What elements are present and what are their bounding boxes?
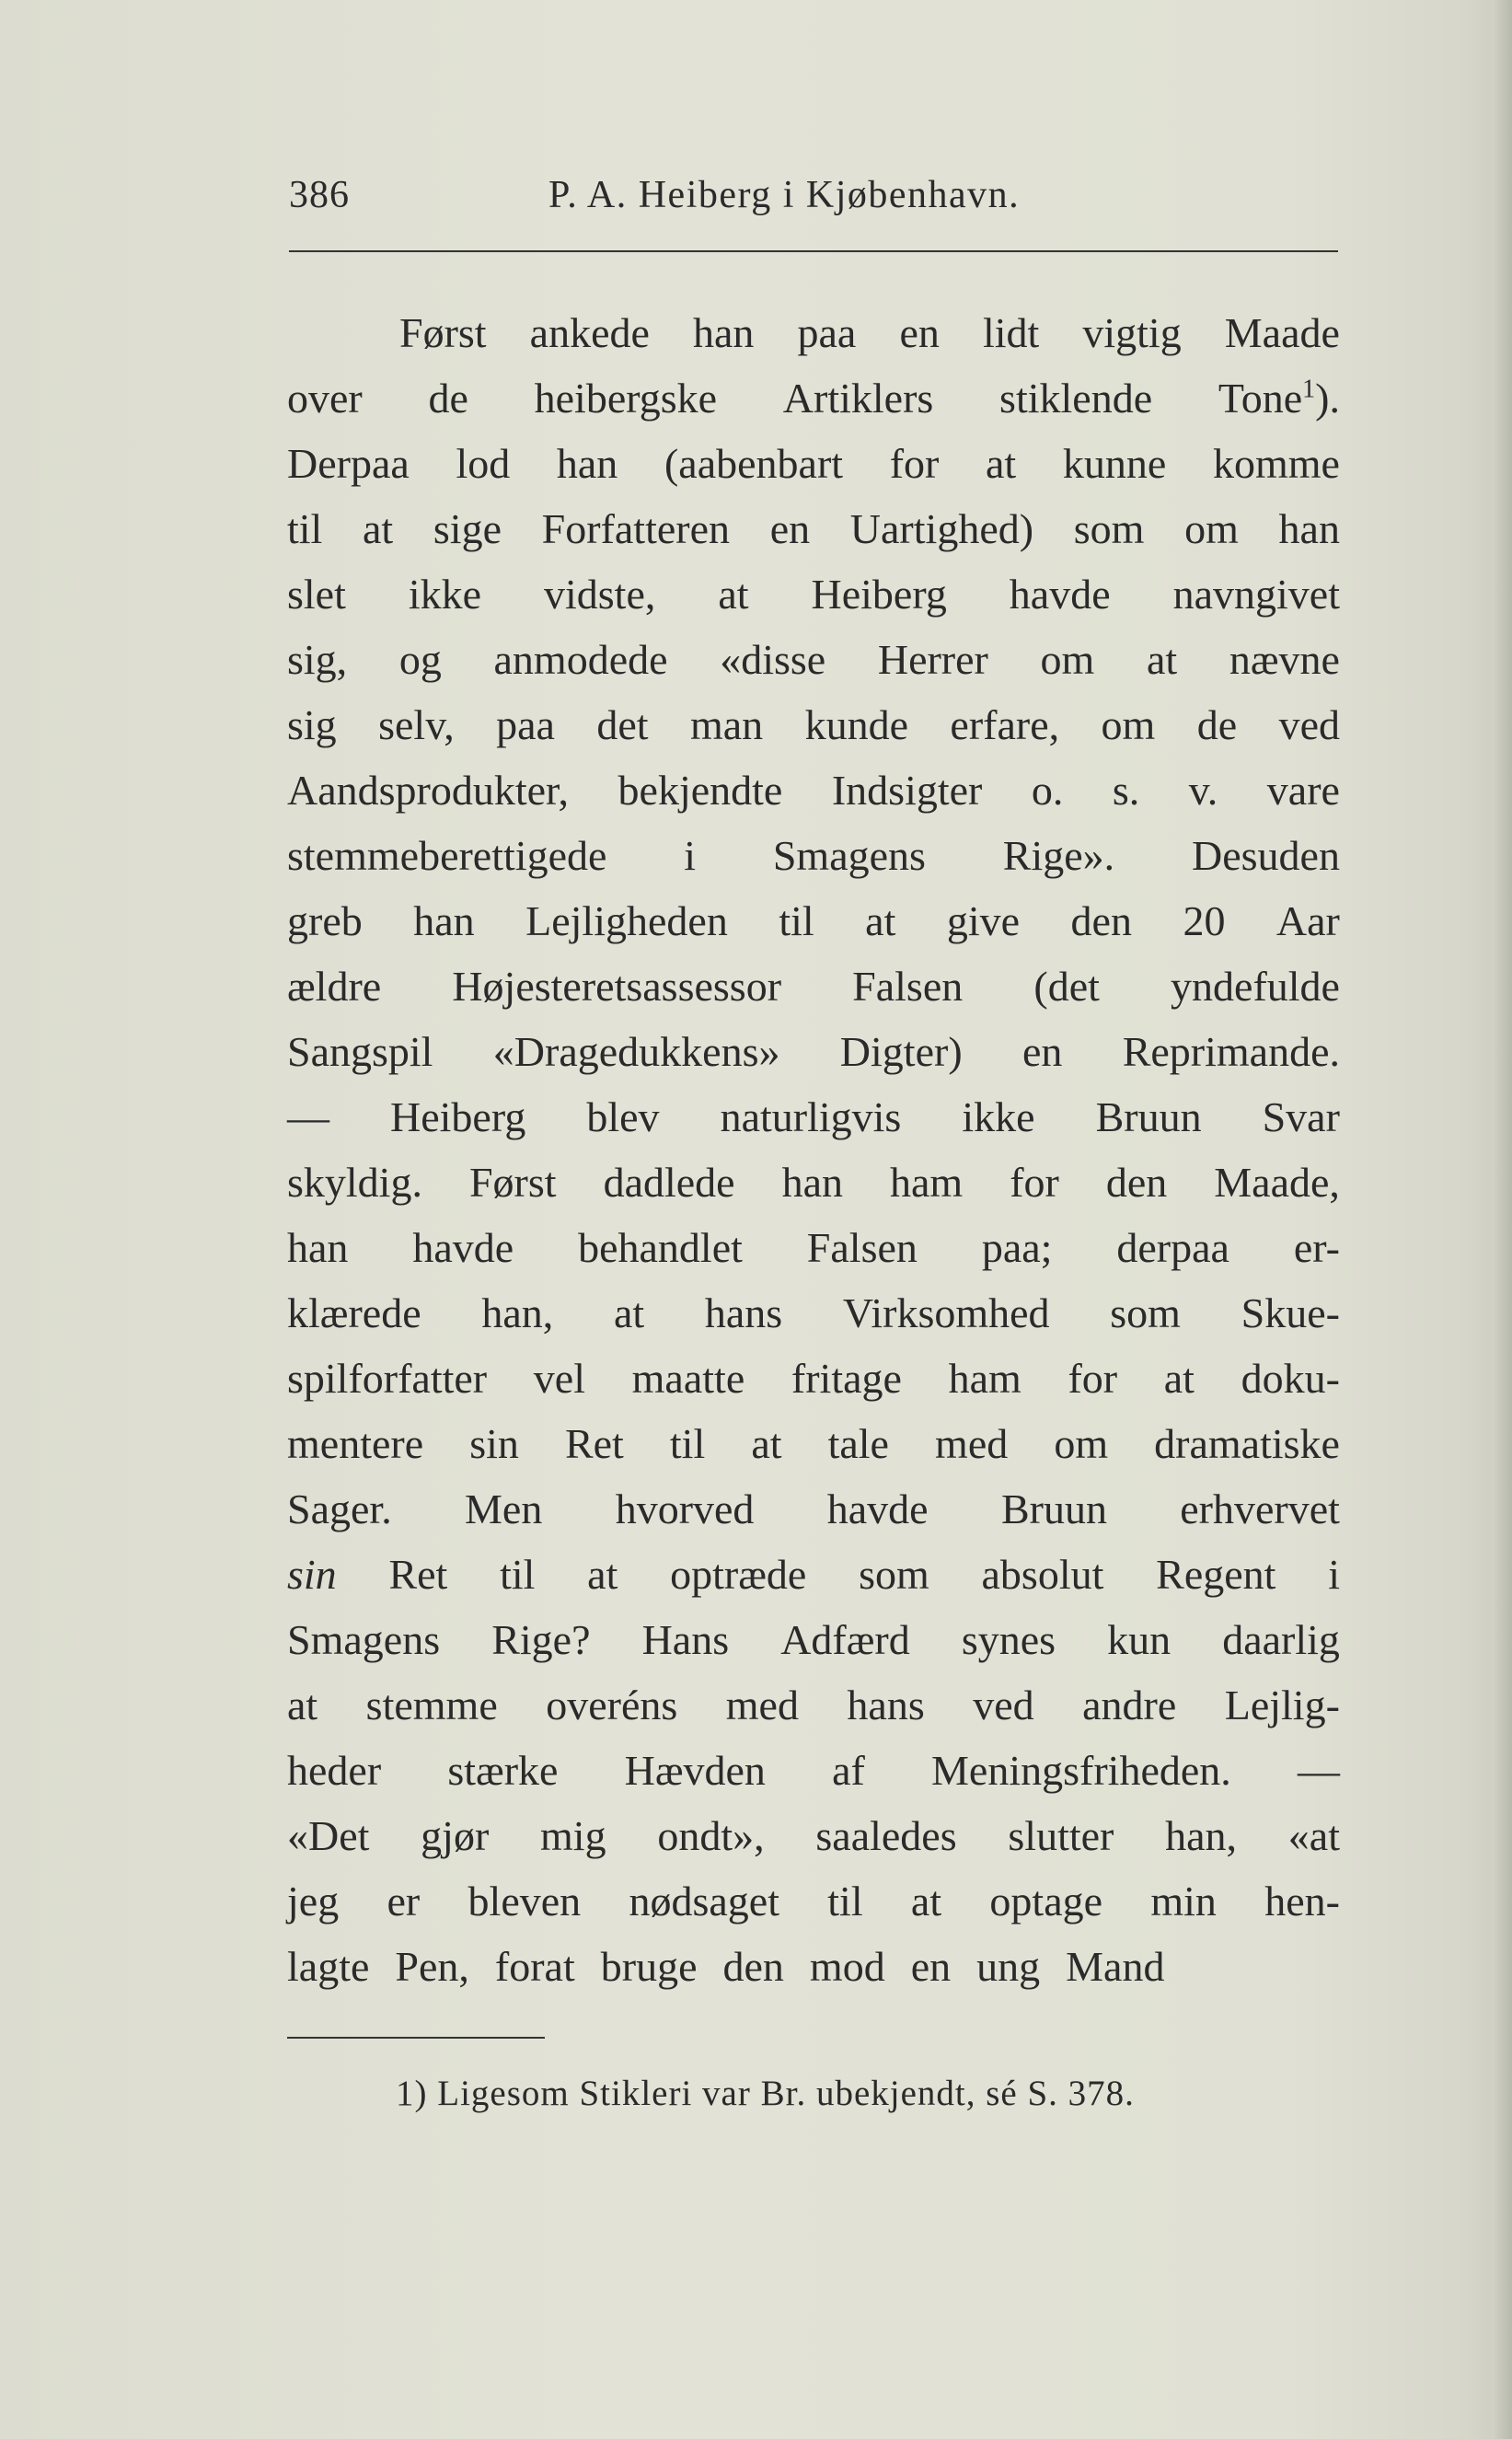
word: han [1278, 505, 1340, 552]
word: sig [287, 701, 337, 748]
word: Bruun [1095, 1093, 1202, 1140]
word: Lejligheden [525, 897, 728, 944]
word: hen- [1264, 1878, 1340, 1925]
word: heibergske [534, 375, 718, 422]
word: Sager. [287, 1485, 392, 1532]
body-text [287, 300, 1340, 1999]
word: Men [465, 1485, 543, 1532]
text-line [287, 1280, 1340, 1346]
word: Artiklers [782, 375, 934, 422]
word: Aar [1275, 897, 1340, 944]
word: 20 [1183, 897, 1226, 944]
word: Adfærd [780, 1616, 910, 1663]
word: hans [704, 1289, 783, 1336]
word: — [287, 1093, 329, 1140]
word: yndefulde [1171, 963, 1340, 1010]
word: jeg [287, 1878, 340, 1925]
word: man [689, 701, 764, 748]
word: sin [469, 1420, 519, 1467]
word: stærke [447, 1747, 559, 1794]
word: greb [287, 897, 363, 944]
word: han [556, 440, 618, 487]
word: gjør [421, 1812, 490, 1859]
word: Meningsfriheden. [931, 1747, 1231, 1794]
word: som [1110, 1289, 1181, 1336]
word: til [779, 897, 814, 944]
word: daarlig [1222, 1616, 1340, 1663]
word: det [596, 701, 649, 748]
word: med [935, 1420, 1009, 1467]
word: ældre [287, 963, 382, 1010]
text-line [287, 1019, 1340, 1084]
word: absolut [981, 1551, 1104, 1598]
word: nævne [1229, 636, 1340, 683]
word: Falsen [852, 963, 964, 1010]
word: lidt [982, 309, 1040, 356]
word: han, [1165, 1812, 1238, 1859]
word: ikke [962, 1093, 1035, 1140]
word: Heiberg [811, 571, 947, 618]
word: hvorved [615, 1485, 755, 1532]
word: «Det [287, 1812, 370, 1859]
word: andre [1082, 1682, 1177, 1728]
word: at [1146, 636, 1178, 683]
word: maatte [631, 1355, 745, 1402]
word: at [751, 1420, 782, 1467]
word: optræde [670, 1551, 807, 1598]
word: overéns [546, 1682, 678, 1728]
word: slutter [1008, 1812, 1114, 1859]
page-header [289, 173, 1338, 237]
word: er [387, 1878, 421, 1925]
word: stiklende [999, 375, 1153, 422]
word: for [889, 440, 940, 487]
word: vidste, [544, 571, 656, 618]
text-line [287, 823, 1340, 888]
word: selv, [378, 701, 455, 748]
text-line [287, 1411, 1340, 1476]
word: paa [496, 701, 555, 748]
text-line [287, 954, 1340, 1019]
text-line [287, 1215, 1340, 1280]
word: er- [1293, 1224, 1340, 1271]
word: Skue- [1241, 1289, 1340, 1336]
word: ung [976, 1943, 1041, 1990]
word: klærede [287, 1289, 421, 1336]
word: doku- [1241, 1355, 1340, 1402]
text-line [287, 1150, 1340, 1215]
word: Smagens [772, 832, 926, 879]
word: mig [540, 1812, 606, 1859]
word: han, [481, 1289, 554, 1336]
word: han [287, 1224, 349, 1271]
text-line [287, 1476, 1340, 1542]
word: vel [533, 1355, 585, 1402]
footnote-rule [287, 2037, 545, 2039]
word: «at [1287, 1812, 1340, 1859]
word: at [865, 897, 896, 944]
word: over [287, 375, 363, 422]
word: stemme [365, 1682, 498, 1728]
word: mod [809, 1943, 885, 1990]
word: bruge [600, 1943, 698, 1990]
word: blev [586, 1093, 660, 1140]
word: min [1150, 1878, 1217, 1925]
footnote-marker: 1) [396, 2074, 428, 2113]
word: i [1328, 1551, 1340, 1598]
word: i [684, 832, 697, 879]
word: han [693, 309, 755, 356]
text-line [287, 1542, 1340, 1607]
word: Indsigter [831, 767, 983, 814]
word: Falsen [806, 1224, 918, 1271]
word: Desuden [1192, 832, 1340, 879]
word: Sangspil [287, 1028, 433, 1075]
word: at [287, 1682, 318, 1728]
word: v. [1188, 767, 1218, 814]
word: en [899, 309, 940, 356]
word: vigtig [1082, 309, 1182, 356]
word: fritage [791, 1355, 902, 1402]
word: ondt», [657, 1812, 765, 1859]
word: kunde [804, 701, 909, 748]
text-line [287, 496, 1340, 561]
word: lagte [287, 1943, 370, 1990]
word: han [781, 1159, 844, 1206]
word: Pen, [395, 1943, 469, 1990]
word: Hans [641, 1616, 730, 1663]
word: derpaa [1116, 1224, 1229, 1271]
text-line [287, 1084, 1340, 1150]
text-line [287, 1868, 1340, 1934]
word: behandlet [578, 1224, 743, 1271]
word: o. [1031, 767, 1064, 814]
word: Maade, [1214, 1159, 1340, 1206]
word: dramatiske [1154, 1420, 1340, 1467]
word: til [827, 1878, 863, 1925]
word: Smagens [287, 1616, 441, 1663]
word: at [613, 1289, 645, 1336]
text-line [287, 365, 1340, 431]
word: paa; [981, 1224, 1053, 1271]
text-line [287, 1803, 1340, 1868]
text-line [287, 757, 1340, 823]
word: den [722, 1943, 784, 1990]
word: kun [1107, 1616, 1172, 1663]
word: Maade [1224, 309, 1340, 356]
text-line [287, 431, 1340, 496]
word: Forfatteren [541, 505, 731, 552]
word: lod [456, 440, 511, 487]
word: den [1105, 1159, 1168, 1206]
word: som [859, 1551, 929, 1598]
word: Højesteretsassessor [452, 963, 782, 1010]
word: om [1054, 1420, 1109, 1467]
word: og [398, 636, 442, 683]
word: Heiberg [390, 1093, 526, 1140]
word: «Dragedukkens» [492, 1028, 780, 1075]
word: Virksomhed [842, 1289, 1050, 1336]
word: Derpaa [287, 440, 410, 487]
text-line [287, 1672, 1340, 1738]
word: Ret [388, 1551, 448, 1598]
word: Bruun [1000, 1485, 1107, 1532]
word: at [910, 1878, 942, 1925]
footnote [396, 2073, 1135, 2114]
word: havde [826, 1485, 929, 1532]
word: tale [827, 1420, 889, 1467]
word: som [1073, 505, 1145, 552]
word: nødsaget [629, 1878, 779, 1925]
word: med [725, 1682, 799, 1728]
word: navngivet [1172, 571, 1340, 618]
word: Uartighed) [849, 505, 1034, 552]
word: mentere [287, 1420, 424, 1467]
word: forat [494, 1943, 575, 1990]
word: ankede [529, 309, 650, 356]
word: Digter) [839, 1028, 963, 1075]
word: til [669, 1420, 706, 1467]
word: (det [1033, 963, 1100, 1010]
word: ved [973, 1682, 1034, 1728]
word: en [769, 505, 811, 552]
text-line [287, 888, 1340, 954]
word: synes [961, 1616, 1056, 1663]
word: kunne [1062, 440, 1167, 487]
text-line [287, 561, 1340, 627]
text-line [287, 1934, 1340, 1999]
word: slet [287, 571, 346, 618]
word: Regent [1156, 1551, 1276, 1598]
page-number: 386 [289, 174, 350, 216]
word: sin [287, 1551, 337, 1598]
word: Rige? [491, 1616, 591, 1663]
word: han [413, 897, 475, 944]
word: den [1070, 897, 1132, 944]
word: — [1297, 1747, 1340, 1794]
word: havde [1009, 571, 1111, 618]
text-line [287, 627, 1340, 692]
word: at [587, 1551, 618, 1598]
word: vare [1266, 767, 1340, 814]
word: havde [412, 1224, 514, 1271]
word: erhvervet [1180, 1485, 1340, 1532]
text-line [287, 1607, 1340, 1672]
word: Først [468, 1159, 557, 1206]
word: Reprimande. [1122, 1028, 1340, 1075]
word: Rige». [1002, 832, 1115, 879]
word: spilforfatter [287, 1355, 488, 1402]
word: Herrer [877, 636, 988, 683]
word: om [1040, 636, 1095, 683]
word: sige [433, 505, 502, 552]
word: til [287, 505, 323, 552]
word: om [1101, 701, 1156, 748]
word: at [1163, 1355, 1195, 1402]
word: ham [890, 1159, 964, 1206]
word: bekjendte [617, 767, 783, 814]
word: hans [847, 1682, 925, 1728]
footnote-text: Ligesom Stikleri var Br. ubekjendt, sé S. 378. [437, 2074, 1135, 2113]
word: en [1021, 1028, 1063, 1075]
word: paa [797, 309, 857, 356]
word: ham [948, 1355, 1021, 1402]
text-line [287, 1346, 1340, 1411]
word: anmodede [493, 636, 668, 683]
text-line [287, 1738, 1340, 1803]
word: Aandsprodukter, [287, 767, 570, 814]
word: erfare, [950, 701, 1060, 748]
word: Ret [564, 1420, 624, 1467]
header-rule [289, 250, 1338, 252]
word: komme [1212, 440, 1340, 487]
word: for [1010, 1159, 1059, 1206]
running-title: P. A. Heiberg i Kjøbenhavn. [548, 174, 1021, 216]
word: naturligvis [720, 1093, 902, 1140]
word: skyldig. [287, 1159, 422, 1206]
word: give [946, 897, 1021, 944]
word: at [363, 505, 394, 552]
word: en [910, 1943, 952, 1990]
word: Hævden [624, 1747, 766, 1794]
word: Først [399, 309, 487, 356]
word: ikke [408, 571, 482, 618]
word: de [1196, 701, 1238, 748]
word: s. [1112, 767, 1140, 814]
text-line [287, 692, 1340, 757]
page-edge [1492, 0, 1512, 2439]
text-line [287, 300, 1340, 365]
word: for [1068, 1355, 1118, 1402]
word: bleven [467, 1878, 582, 1925]
word: af [832, 1747, 865, 1794]
word: at [986, 440, 1017, 487]
word: ved [1278, 701, 1340, 748]
word: saaledes [815, 1812, 957, 1859]
word: om [1184, 505, 1239, 552]
word: til [500, 1551, 536, 1598]
word: de [428, 375, 468, 422]
word: stemmeberettigede [287, 832, 607, 879]
word: optage [989, 1878, 1103, 1925]
word: Svar [1262, 1093, 1340, 1140]
word: dadlede [603, 1159, 735, 1206]
word: Mand [1066, 1943, 1165, 1990]
word: (aabenbart [664, 440, 844, 487]
word: Tone$^1$). [1218, 375, 1340, 422]
word: at [718, 571, 749, 618]
word: heder [287, 1747, 382, 1794]
word: «disse [720, 636, 826, 683]
word: sig, [287, 636, 348, 683]
word: Lejlig- [1224, 1682, 1340, 1728]
